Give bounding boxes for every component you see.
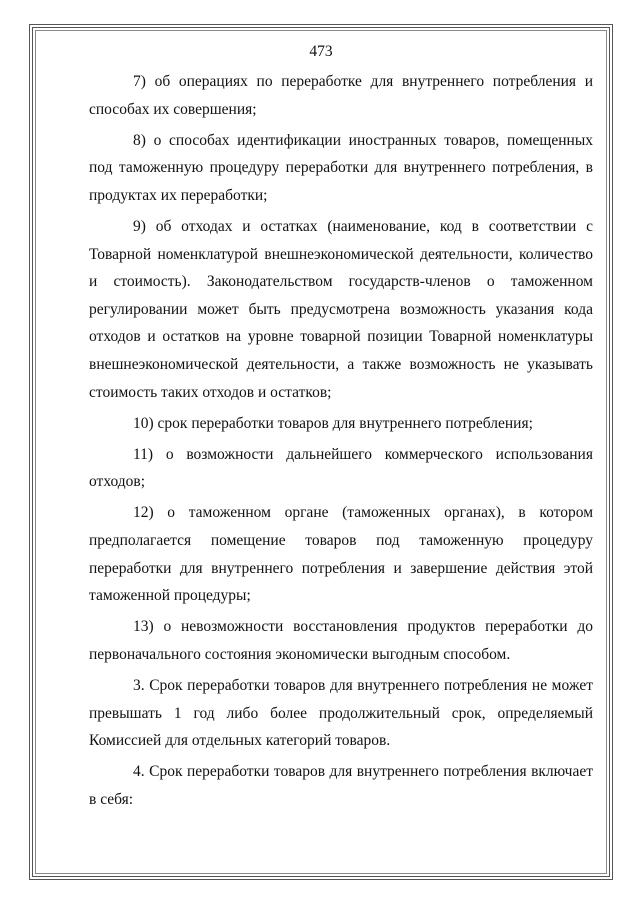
paragraph-clause-4: 4. Срок переработки товаров для внутреннего потребления включает в себя: — [89, 763, 593, 808]
paragraph-item-10: 10) срок переработки товаров для внутреннего потребления; — [133, 414, 533, 432]
paragraph-item-13: 13) о невозможности восстановления продуктов переработки до первоначального состояния экономически выгодным способом. — [89, 618, 593, 663]
paragraph-item-12: 12) о таможенном органе (таможенных органах), в котором предполагается помещение товаров под таможенную процедуру переработки для внутреннего потребления и завершение действия этой таможенной процедуры; — [89, 504, 593, 605]
page-number: 473 — [309, 43, 333, 60]
paragraph-item-7: 7) об операциях по переработке для внутреннего потребления и способах их совершения; — [89, 73, 593, 118]
document-text — [89, 68, 593, 817]
document-page — [29, 24, 613, 880]
paragraph-item-8: 8) о способах идентификации иностранных товаров, помещенных под таможенную процедуру переработки для внутреннего потребления, в продуктах их переработки; — [89, 131, 593, 204]
paragraph-item-11: 11) о возможности дальнейшего коммерческого использования отходов; — [89, 445, 593, 491]
paragraph-item-9: 9) об отходах и остатках (наименование, код в соответствии с Товарной номенклатурой внешнеэкономической деятельности, количество и стоимость). Законодательством государств-членов о таможенном регулировании может быть предусмотрена возможность указания кода отходов и остатков на уровне товарной позиции Товарной номенклатуры внешнеэкономической деятельности, а также возможность не указывать стоимость таких отходов и остатков; — [89, 217, 593, 401]
paragraph-clause-3: 3. Срок переработки товаров для внутреннего потребления не может превышать 1 год либо более продолжительный срок, определяемый Комиссией для отдельных категорий товаров. — [89, 676, 593, 750]
